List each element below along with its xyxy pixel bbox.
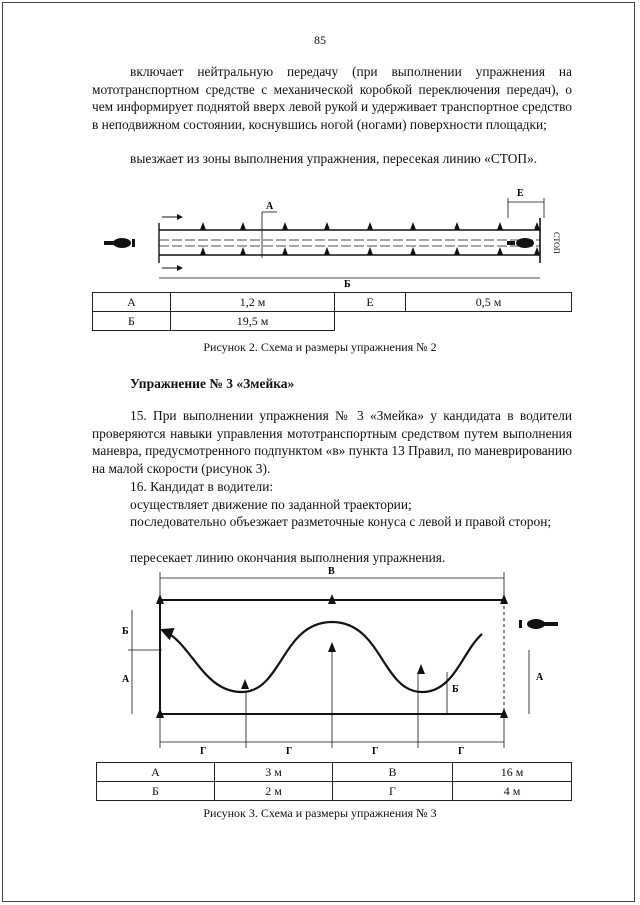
fig2-label-a: А <box>266 201 274 212</box>
fig2-stop-label: СТОП <box>552 232 561 254</box>
fig3-table-cell: 16 м <box>453 763 572 782</box>
exercise3-heading: Упражнение № 3 «Змейка» <box>130 376 295 391</box>
motorcycle-icon <box>519 619 558 629</box>
figure2-caption: Рисунок 2. Схема и размеры упражнения № 2 <box>203 340 437 354</box>
fig3-label-a-left: А <box>122 674 130 685</box>
figure3-caption: Рисунок 3. Схема и размеры упражнения № 3 <box>203 806 437 820</box>
figure2-diagram <box>92 188 572 288</box>
figure3-dimensions-table <box>96 762 572 801</box>
fig3-table-cell: Б <box>97 782 215 801</box>
fig2-label-e: Е <box>517 188 524 199</box>
fig3-label-b-inner: Б <box>452 684 459 695</box>
fig3-label-a-right: А <box>536 672 544 683</box>
fig3-table-cell: 4 м <box>453 782 572 801</box>
fig3-table-cell: А <box>97 763 215 782</box>
fig2-table-cell: 19,5 м <box>171 312 335 331</box>
list-item-cones: последовательно объезжает разметочные конуса с левой и правой сторон; <box>130 514 552 529</box>
paragraph-neutral-gear: включает нейтральную передачу (при выполнении упражнения на мототранспортном средстве с механической коробкой переключения передач), о чем информирует поднятой вверх левой рукой и удерживает транспортное средство в неподвижном состоянии, коснувшись ногой (ногами) поверхности площадки; <box>92 64 572 132</box>
fig3-label-b-left: Б <box>122 626 129 637</box>
figure2-dimensions-table <box>92 292 572 331</box>
fig3-table-cell: 2 м <box>215 782 333 801</box>
page-number: 85 <box>314 33 326 47</box>
fig3-label-g: Г <box>458 746 465 757</box>
fig3-label-v: В <box>328 566 335 577</box>
motorcycle-end-icon <box>507 238 534 248</box>
paragraph-exit-zone: выезжает из зоны выполнения упражнения, пересекая линию «СТОП». <box>130 151 538 166</box>
fig2-table-cell: Б <box>93 312 171 331</box>
fig3-label-g: Г <box>286 746 293 757</box>
figure3-diagram <box>92 562 572 757</box>
fig3-label-g: Г <box>372 746 379 757</box>
fig2-table-cell: А <box>93 293 171 312</box>
motorcycle-start-icon <box>104 238 135 248</box>
paragraph-16: 16. Кандидат в водители: <box>130 479 274 494</box>
fig2-table-cell: 0,5 м <box>406 293 572 312</box>
fig3-table-cell: В <box>333 763 453 782</box>
fig2-table-cell: Е <box>335 293 406 312</box>
list-item-finish-line: пересекает линию окончания выполнения упражнения. <box>130 550 446 565</box>
fig3-label-g: Г <box>200 746 207 757</box>
fig3-table-cell: 3 м <box>215 763 333 782</box>
fig3-table-cell: Г <box>333 782 453 801</box>
fig2-label-b: Б <box>344 279 351 288</box>
list-item-trajectory: осуществляет движение по заданной траектории; <box>130 497 412 512</box>
fig2-table-cell: 1,2 м <box>171 293 335 312</box>
paragraph-15: 15. При выполнении упражнения № 3 «Змейка» у кандидата в водители проверяются навыки управления мототранспортным средством путем выполнения маневра, предусмотренного подпунктом «в» пункта 13 Правил, по маневрированию на малой скорости (рисунок 3). <box>92 408 572 476</box>
